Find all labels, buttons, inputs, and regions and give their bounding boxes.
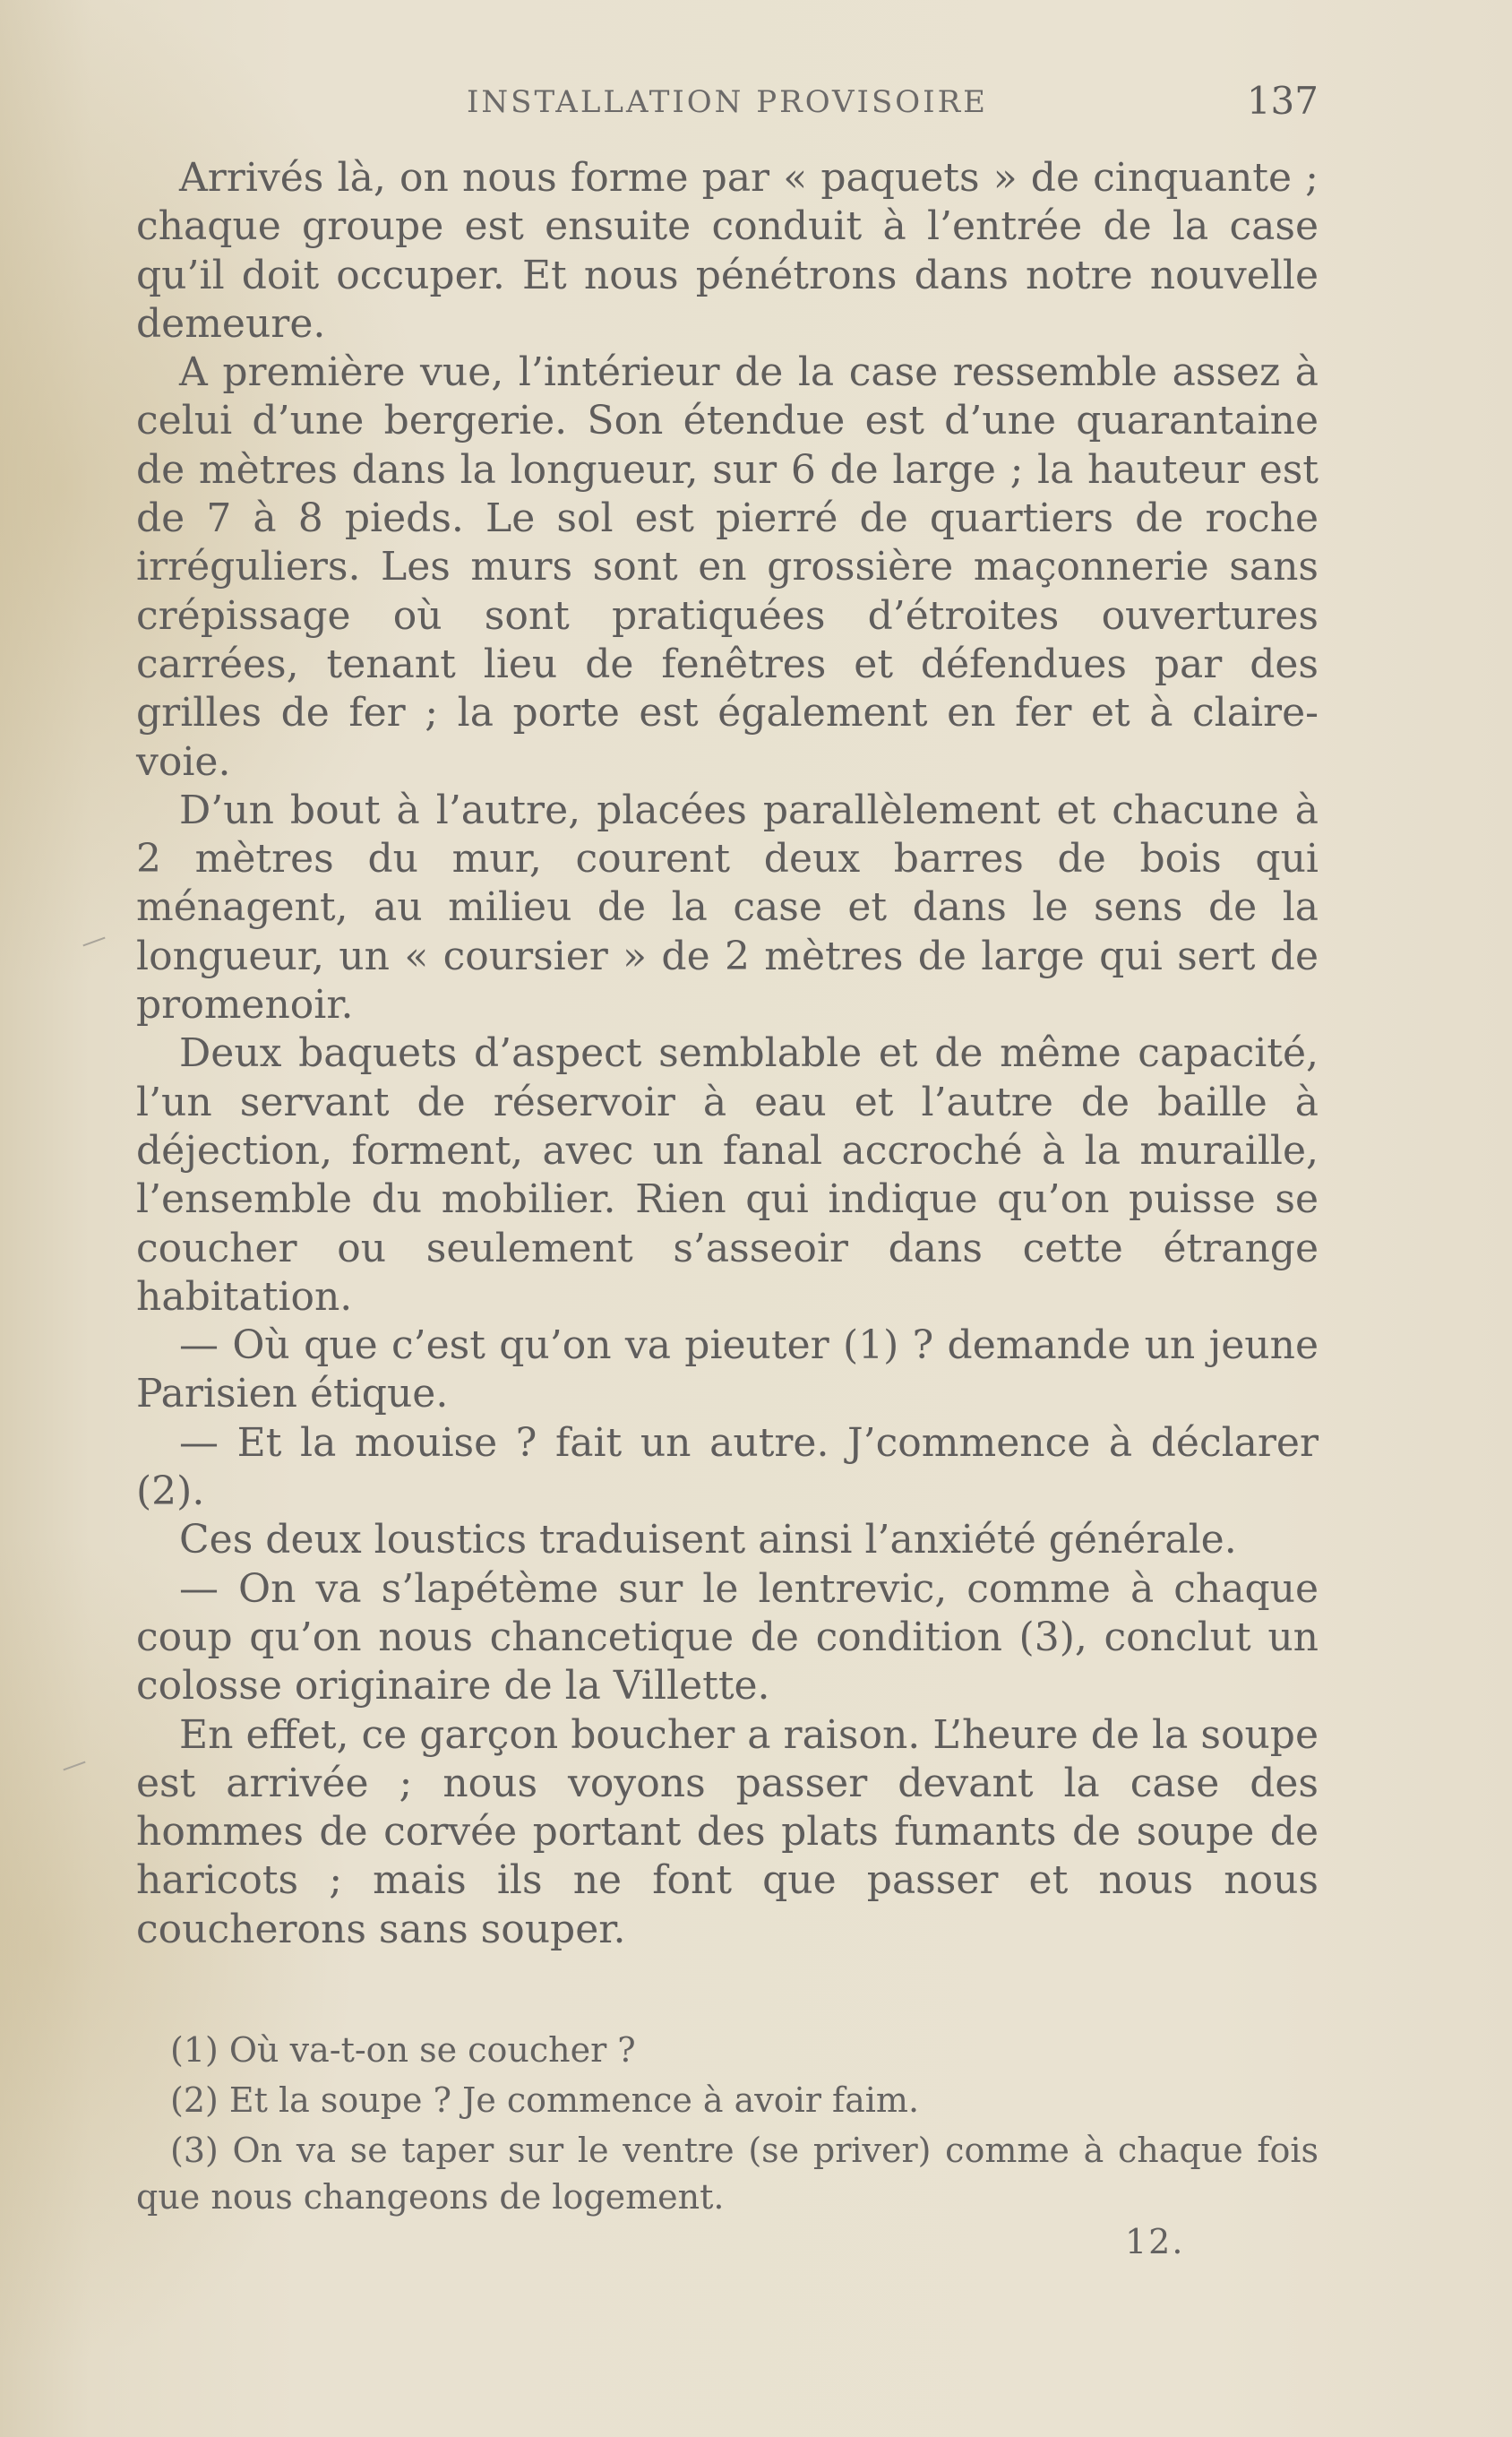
margin-mark <box>63 1761 85 1771</box>
body-text <box>136 154 1319 1954</box>
footnotes <box>136 2027 1319 2224</box>
paragraph-4: Deux baquets d’aspect semblable et de même capacité, l’un servant de réservoir à eau et l’autre de baille à déjection, forment, avec un fanal accroché à la muraille, l’ensemble du mobilier. Rien qui indique qu’on puisse se coucher ou seulement s’asseoir dans cette étrange habitation. <box>136 1030 1319 1320</box>
paragraph-6: — Et la mouise ? fait un autre. J’commence à déclarer (2). <box>136 1419 1319 1515</box>
margin-mark <box>82 937 105 947</box>
page-number: 137 <box>1246 79 1319 123</box>
running-head <box>136 79 1319 129</box>
paragraph-2: A première vue, l’intérieur de la case ressemble assez à celui d’une bergerie. Son étendue est d’une quarantaine de mètres dans la longueur, sur 6 de large ; la hauteur est de 7 à 8 pieds. Le sol est pierré de quartiers de roche irréguliers. Les murs sont en grossière maçonnerie sans crépissage où sont pratiquées d’étroites ouvertures carrées, tenant lieu de fenêtres et défendues par des grilles de fer ; la porte est également en fer et à claire-voie. <box>136 349 1319 785</box>
footnote-1: (1) Où va-t-on se coucher ? <box>170 2030 636 2070</box>
running-title: INSTALLATION PROVISOIRE <box>467 84 988 120</box>
footnote-2: (2) Et la soupe ? Je commence à avoir faim. <box>170 2080 920 2120</box>
paragraph-9: En effet, ce garçon boucher a raison. L’heure de la soupe est arrivée ; nous voyons passer devant la case des hommes de corvée portant des plats fumants de soupe de haricots ; mais ils ne font que passer et nous nous coucherons sans souper. <box>136 1711 1319 1952</box>
paragraph-5: — Où que c’est qu’on va pieuter (1) ? demande un jeune Parisien étique. <box>136 1322 1319 1417</box>
paragraph-8: — On va s’lapétème sur le lentrevic, comme à chaque coup qu’on nous chancetique de condition (3), conclut un colosse originaire de la Villette. <box>136 1565 1319 1709</box>
paragraph-3: D’un bout à l’autre, placées parallèlement et chacune à 2 mètres du mur, courent deux barres de bois qui ménagent, au milieu de la case et dans le sens de la longueur, un « coursier » de 2 mètres de large qui sert de promenoir. <box>136 787 1319 1029</box>
paragraph-7: Ces deux loustics traduisent ainsi l’anxiété générale. <box>179 1517 1237 1563</box>
signature-mark: 12. <box>1125 2222 1185 2261</box>
footnote-3: (3) On va se taper sur le ventre (se priver) comme à chaque fois que nous changeons de logement. <box>136 2131 1319 2217</box>
paragraph-1: Arrivés là, on nous forme par « paquets » de cinquante ; chaque groupe est ensuite conduit à l’entrée de la case qu’il doit occuper. Et nous pénétrons dans notre nouvelle demeure. <box>136 155 1319 347</box>
